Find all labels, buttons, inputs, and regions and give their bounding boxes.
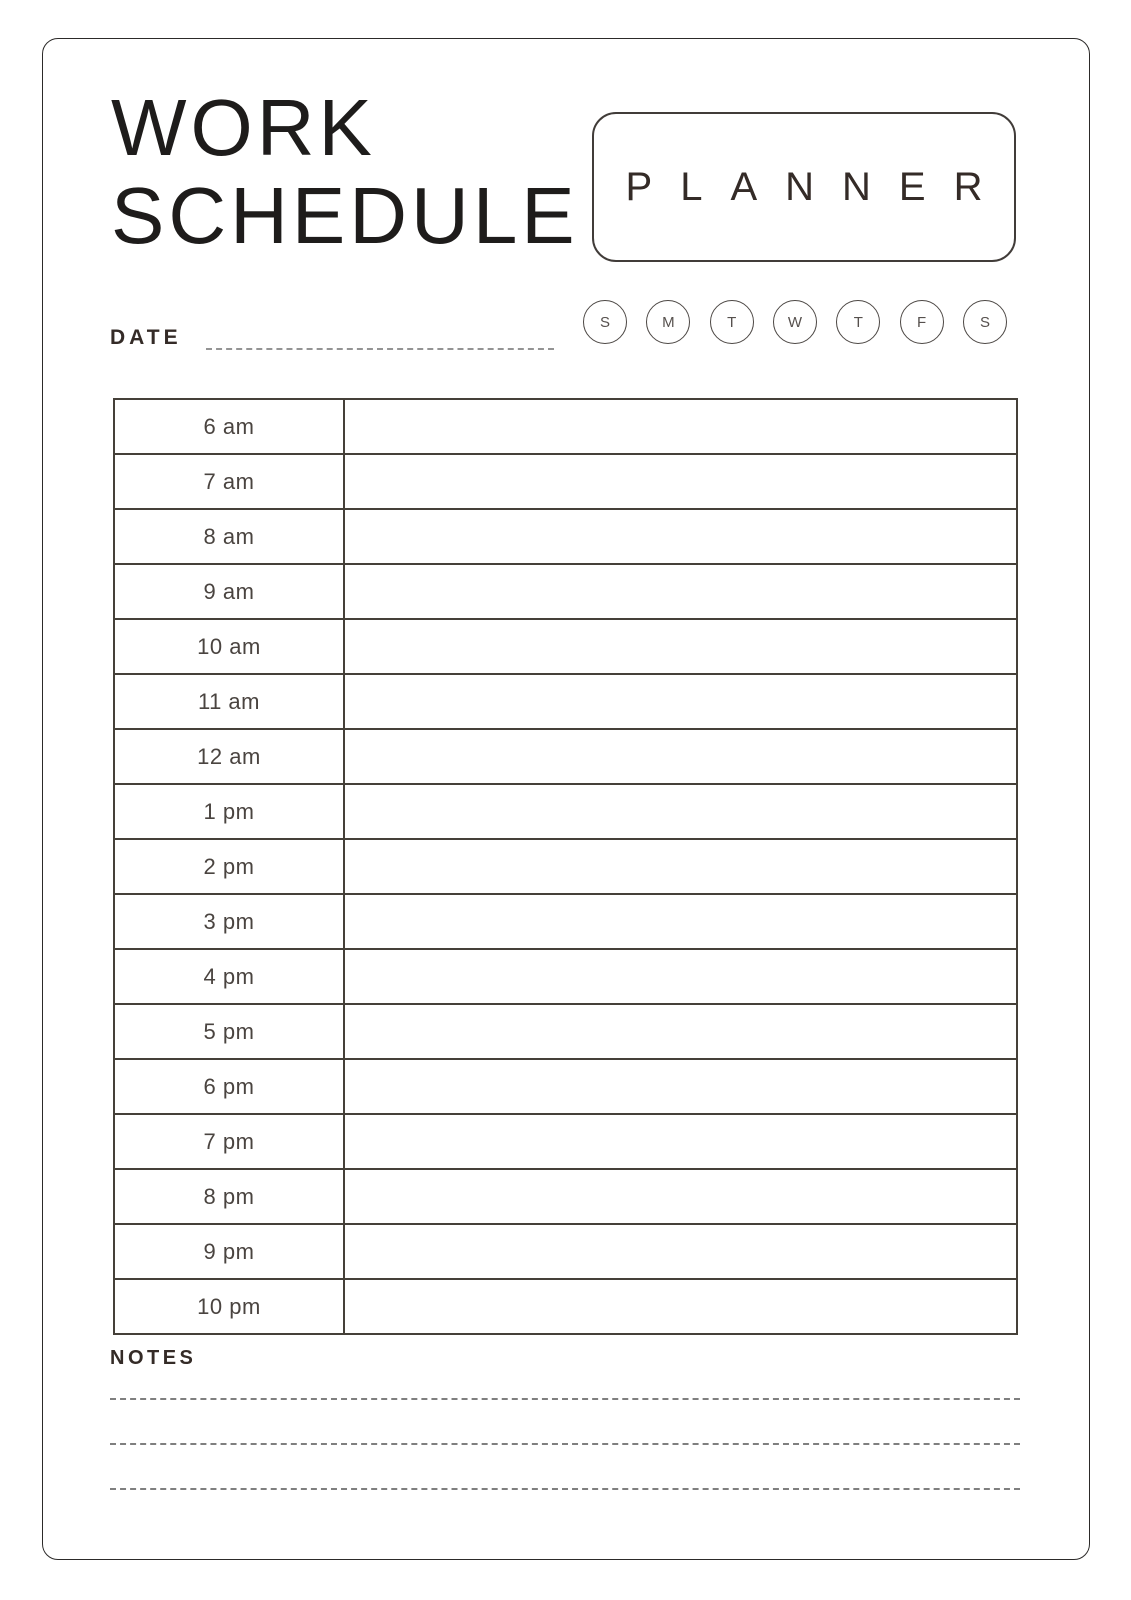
notes-label: NOTES	[110, 1347, 197, 1369]
schedule-entry-cell[interactable]	[345, 1115, 1016, 1168]
schedule-row	[115, 948, 1016, 1003]
schedule-entry-cell[interactable]	[345, 1005, 1016, 1058]
schedule-row	[115, 1168, 1016, 1223]
schedule-entry-cell[interactable]	[345, 510, 1016, 563]
time-label: 1 pm	[115, 785, 345, 838]
time-label: 5 pm	[115, 1005, 345, 1058]
time-label: 10 pm	[115, 1280, 345, 1333]
schedule-entry-cell[interactable]	[345, 1280, 1016, 1333]
time-label: 6 am	[115, 400, 345, 453]
time-label: 9 am	[115, 565, 345, 618]
day-circle[interactable]	[963, 300, 1007, 344]
schedule-row	[115, 1058, 1016, 1113]
schedule-row	[115, 783, 1016, 838]
page-title-line-1: WORK	[111, 83, 376, 172]
time-label: 9 pm	[115, 1225, 345, 1278]
schedule-row	[115, 400, 1016, 453]
time-label: 8 am	[115, 510, 345, 563]
day-circle[interactable]	[710, 300, 754, 344]
schedule-entry-cell[interactable]	[345, 730, 1016, 783]
schedule-entry-cell[interactable]	[345, 895, 1016, 948]
day-circle[interactable]	[583, 300, 627, 344]
time-label: 12 am	[115, 730, 345, 783]
schedule-row	[115, 893, 1016, 948]
notes-line[interactable]	[110, 1355, 1020, 1400]
schedule-row	[115, 728, 1016, 783]
day-circle-label: M	[662, 313, 675, 331]
schedule-entry-cell[interactable]	[345, 400, 1016, 453]
day-circle-label: T	[853, 313, 863, 331]
time-label: 4 pm	[115, 950, 345, 1003]
time-label: 6 pm	[115, 1060, 345, 1113]
notes-section	[110, 1355, 1020, 1490]
schedule-entry-cell[interactable]	[345, 1225, 1016, 1278]
day-circle[interactable]	[836, 300, 880, 344]
schedule-row	[115, 1003, 1016, 1058]
page-title-line-2: SCHEDULE	[111, 171, 579, 260]
schedule-entry-cell[interactable]	[345, 950, 1016, 1003]
schedule-entry-cell[interactable]	[345, 675, 1016, 728]
schedule-entry-cell[interactable]	[345, 455, 1016, 508]
schedule-table	[113, 398, 1018, 1335]
day-circle-label: W	[787, 313, 803, 331]
schedule-entry-cell[interactable]	[345, 785, 1016, 838]
date-label: DATE	[110, 326, 182, 349]
time-label: 7 pm	[115, 1115, 345, 1168]
time-label: 10 am	[115, 620, 345, 673]
planner-badge	[592, 112, 1016, 262]
day-circle[interactable]	[900, 300, 944, 344]
day-circle[interactable]	[646, 300, 690, 344]
page-title	[111, 84, 579, 260]
schedule-row	[115, 618, 1016, 673]
schedule-entry-cell[interactable]	[345, 1170, 1016, 1223]
time-label: 2 pm	[115, 840, 345, 893]
day-circle-label: F	[917, 313, 927, 331]
schedule-row	[115, 673, 1016, 728]
schedule-entry-cell[interactable]	[345, 565, 1016, 618]
schedule-entry-cell[interactable]	[345, 620, 1016, 673]
schedule-entry-cell[interactable]	[345, 840, 1016, 893]
time-label: 3 pm	[115, 895, 345, 948]
schedule-entry-cell[interactable]	[345, 1060, 1016, 1113]
planner-badge-label: PLANNER	[625, 164, 1011, 209]
schedule-row	[115, 453, 1016, 508]
day-circle[interactable]	[773, 300, 817, 344]
time-label: 11 am	[115, 675, 345, 728]
day-circle-label: S	[979, 313, 990, 331]
schedule-row	[115, 1223, 1016, 1278]
notes-line[interactable]	[110, 1445, 1020, 1490]
schedule-row	[115, 1278, 1016, 1333]
date-input-line[interactable]	[206, 310, 554, 350]
schedule-row	[115, 1113, 1016, 1168]
schedule-row	[115, 508, 1016, 563]
day-circle-label: S	[599, 313, 610, 331]
notes-line[interactable]	[110, 1400, 1020, 1445]
schedule-row	[115, 838, 1016, 893]
day-circle-label: T	[727, 313, 737, 331]
week-day-selector	[583, 299, 1007, 345]
time-label: 8 pm	[115, 1170, 345, 1223]
time-label: 7 am	[115, 455, 345, 508]
schedule-row	[115, 563, 1016, 618]
